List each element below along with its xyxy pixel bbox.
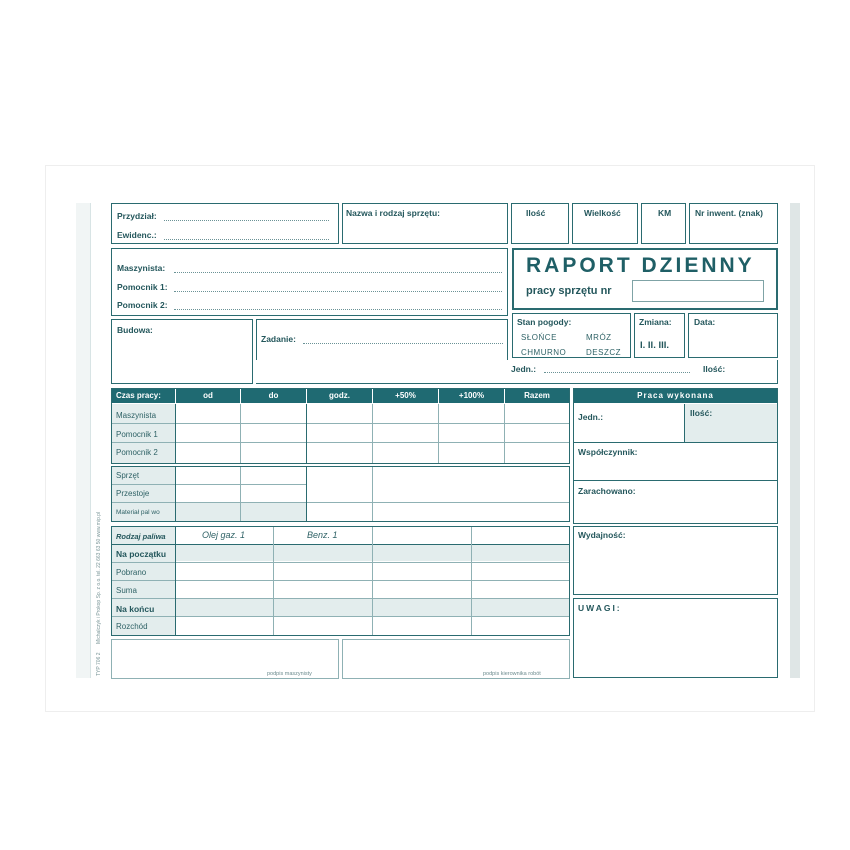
zmiana-values[interactable]: I. II. III. (640, 340, 670, 351)
form-sheet (45, 165, 815, 712)
signature-box-kierownik[interactable] (342, 639, 570, 679)
row-divider (112, 562, 569, 563)
col-divider (175, 467, 176, 521)
col-divider (240, 404, 241, 463)
weather-option-sunny[interactable]: SŁOŃCE (521, 333, 557, 342)
fuel-col-olej: Olej gaz. 1 (202, 530, 246, 540)
title-box (512, 248, 778, 310)
col-divider (372, 527, 373, 635)
work-time-header-2: do (241, 389, 306, 403)
uwagi-box[interactable] (573, 598, 778, 678)
praca-wykonana-header: Praca wykonana (574, 389, 777, 403)
weather-option-cloudy[interactable]: CHMURNO (521, 348, 567, 357)
zmiana-label: Zmiana: (639, 317, 672, 327)
row-label-material: Materiał pal wo (116, 509, 160, 516)
ewidenc-label: Ewidenc.: (117, 230, 157, 240)
row-label-pomocnik2: Pomocnik 2 (116, 448, 158, 457)
weather-label: Stan pogody: (517, 317, 572, 327)
row-divider (574, 480, 777, 481)
equipment-number-field[interactable] (632, 280, 764, 302)
fuel-row-poczatek: Na początku (116, 549, 167, 559)
row-label-sprzet: Sprzęt (116, 471, 140, 480)
row-label-pomocnik1: Pomocnik 1 (116, 430, 158, 439)
row-divider (112, 544, 569, 545)
row-divider (112, 580, 569, 581)
budowa-label: Budowa: (117, 325, 153, 335)
praca-wykonana-box (573, 388, 778, 524)
fuel-table (111, 526, 570, 636)
przydzial-box (111, 203, 339, 244)
col-divider (175, 404, 176, 463)
pomocnik1-label: Pomocnik 1: (117, 282, 168, 292)
row-divider (112, 484, 306, 485)
col-divider (306, 404, 307, 463)
praca-ilosc-label: Ilość: (690, 408, 713, 418)
wydajnosc-box[interactable] (573, 526, 778, 595)
weather-box (512, 313, 631, 358)
crew-box (111, 248, 508, 316)
wielkosc-label: Wielkość (584, 208, 621, 218)
nr-inwent-box[interactable] (689, 203, 778, 244)
budowa-box[interactable] (111, 319, 253, 384)
col-divider (175, 527, 176, 635)
zmiana-box (634, 313, 685, 358)
wspolczynnik-label: Współczynnik: (578, 447, 638, 457)
jedn-ilosc-strip (256, 360, 778, 384)
row-divider (112, 442, 569, 443)
signature-box-maszynista[interactable] (111, 639, 339, 679)
right-margin-strip (790, 203, 800, 678)
weather-option-rain[interactable]: DESZCZ (586, 348, 621, 357)
col-divider (240, 467, 241, 521)
col-divider (372, 467, 373, 521)
work-time-header-6: Razem (505, 389, 569, 403)
col-divider (504, 404, 505, 463)
fuel-row-koniec: Na końcu (116, 604, 155, 614)
col-divider (471, 527, 472, 635)
ilosc-label: Ilość (526, 208, 546, 218)
wielkosc-box[interactable] (572, 203, 638, 244)
signature-label-kierownik: podpis kierownika robót (483, 671, 541, 677)
fuel-col-benz: Benz. 1 (307, 530, 338, 540)
form-subtitle: pracy sprzętu nr (526, 285, 612, 297)
col-divider (306, 467, 307, 521)
zadanie-label: Zadanie: (261, 334, 296, 344)
nazwa-sprzetu-box[interactable] (342, 203, 508, 244)
data-label: Data: (694, 317, 716, 327)
data-box[interactable] (688, 313, 778, 358)
row-label-przestoje: Przestoje (116, 489, 150, 498)
equipment-time-table (111, 466, 570, 522)
pomocnik2-label: Pomocnik 2: (117, 300, 168, 310)
zadanie-field-1[interactable] (303, 343, 503, 344)
maszynista-label: Maszynista: (117, 263, 166, 273)
km-label: KM (658, 208, 672, 218)
uwagi-label: UWAGI: (578, 603, 622, 613)
przydzial-label: Przydział: (117, 211, 157, 221)
signature-label-maszynista: podpis maszynisty (267, 671, 312, 677)
row-divider (112, 616, 569, 617)
row-divider (112, 598, 569, 599)
row-divider (112, 423, 569, 424)
work-time-header-1: od (176, 389, 240, 403)
fuel-header-label: Rodzaj paliwa (116, 532, 166, 541)
row-label-maszynista: Maszynista (116, 411, 157, 420)
work-time-header-3: godz. (307, 389, 372, 403)
nr-inwent-label: Nr inwent. (znak) (695, 208, 764, 218)
work-time-header-4: +50% (373, 389, 438, 403)
ilosc-label-top: Ilość: (703, 364, 726, 374)
work-time-table (111, 388, 570, 464)
printer-line: Michalczyk i Prokop Sp. z o.o. tel. 22 663 63 50 www.mip.pl (96, 511, 102, 644)
ilosc-box[interactable] (511, 203, 569, 244)
wydajnosc-label: Wydajność: (578, 530, 626, 540)
jedn-label-top: Jedn.: (511, 364, 537, 374)
fuel-row-rozchod: Rozchód (116, 622, 148, 631)
left-margin-strip (76, 203, 91, 678)
col-divider (372, 404, 373, 463)
form-code: TYP 706 2 (96, 652, 102, 676)
col-divider (438, 404, 439, 463)
row-divider (574, 442, 777, 443)
praca-jedn-label: Jedn.: (578, 412, 604, 422)
maszynista-field[interactable] (174, 272, 502, 273)
pomocnik2-field[interactable] (174, 309, 502, 310)
zarachowano-label: Zarachowano: (578, 486, 636, 496)
fuel-row-suma: Suma (116, 586, 137, 595)
form-title: RAPORT DZIENNY (526, 254, 755, 277)
col-divider (273, 527, 274, 635)
material-row-shade (176, 503, 306, 521)
fuel-row-pobrano: Pobrano (116, 568, 147, 577)
weather-option-frost[interactable]: MRÓZ (586, 333, 612, 342)
km-box[interactable] (641, 203, 686, 244)
przydzial-field[interactable] (164, 220, 329, 221)
pomocnik1-field[interactable] (174, 291, 502, 292)
work-time-header-5: +100% (439, 389, 504, 403)
jedn-field-top[interactable] (544, 372, 690, 373)
ewidenc-field[interactable] (164, 239, 329, 240)
nazwa-sprzetu-label: Nazwa i rodzaj sprzętu: (346, 208, 440, 218)
work-time-header-0: Czas pracy: (112, 389, 175, 403)
